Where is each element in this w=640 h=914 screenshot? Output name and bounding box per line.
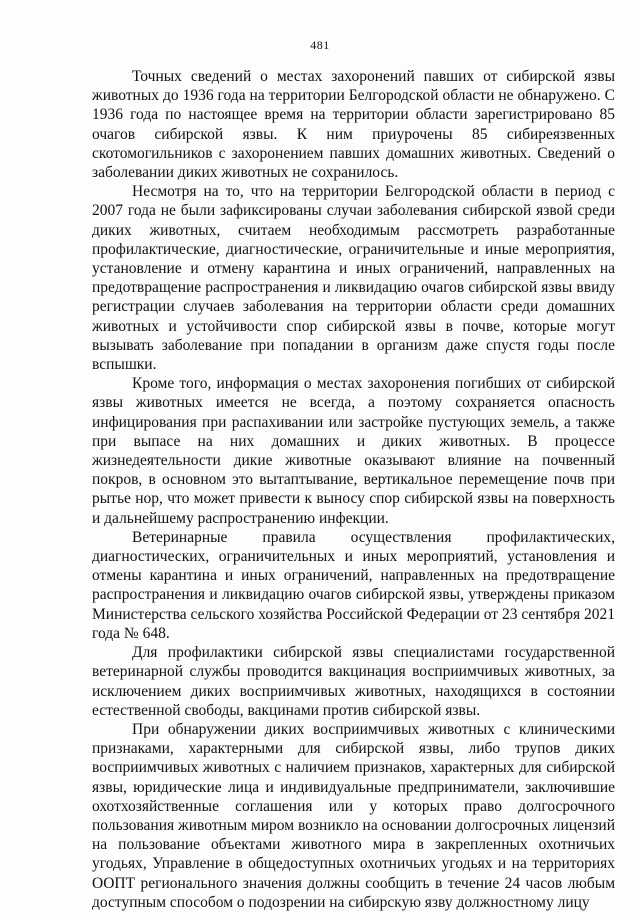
paragraph: Точных сведений о местах захоронений павших от сибирской язвы животных до 1936 года на территории Белгородской области не обнаружено. С 1936 года по настоящее время на территории области зарегистрировано 85 очагов сибирской язвы. К ним приурочены 85 сибиреязвенных скотомогильников с захоронением павших домашних животных. Сведений о заболевании диких животных не сохранилось.	[92, 68, 615, 182]
paragraph: Кроме того, информация о местах захоронения погибших от сибирской язвы животных имеется не всегда, а поэтому сохраняется опасность инфицирования при распахивании или застройке пустующих земель, а также при выпасе на них домашних и диких животных. В процессе жизнедеятельности дикие животные оказывают влияние на почвенный покров, в основном это вытаптывание, вертикальное перемещение почв при рытье нор, что может привести к выносу спор сибирской язвы на поверхность и дальнейшему распространению инфекции.	[92, 375, 615, 527]
paragraph: Для профилактики сибирской язвы специалистами государственной ветеринарной службы проводится вакцинация восприимчивых животных, за исключением диких восприимчивых животных, находящихся в состоянии естественной свободы, вакцинами против сибирской язвы.	[92, 644, 615, 719]
document-body	[92, 67, 615, 912]
paragraph: Несмотря на то, что на территории Белгородской области в период с 2007 года не были зафиксированы случаи заболевания сибирской язвой среди диких животных, считаем необходимым рассмотреть разработанные профилактические, диагностические, ограничительные и иные мероприятия, установление и отмену карантина и иных ограничений, направленных на предотвращение распространения и ликвидацию очагов сибирской язвы ввиду регистрации случаев заболевания на территории области среди домашних животных и устойчивости спор сибирской язвы в почве, которые могут вызывать заболевание при попадании в организм даже спустя годы после вспышки.	[92, 183, 615, 374]
paragraph: При обнаружении диких восприимчивых животных с клиническими признаками, характерными для сибирской язвы, либо трупов диких восприимчивых животных с наличием признаков, характерных для сибирской язвы, юридические лица и индивидуальные предприниматели, заключившие охотхозяйственные соглашения или у которых право долгосрочного пользования животным миром возникло на основании долгосрочных лицензий на пользование объектами животного мира в закрепленных охотничьих угодьях, Управление в общедоступных охотничьих угодьях и на территориях ООПТ регионального значения должны сообщить в течение 24 часов любым доступным способом о подозрении на сибирскую язву должностному лицу	[92, 720, 615, 911]
page-number: 481	[310, 38, 330, 52]
paragraph: Ветеринарные правила осуществления профилактических, диагностических, ограничительных и иных мероприятий, установления и отмены карантина и иных ограничений, направленных на предотвращение распространения и ликвидацию очагов сибирской язвы, утверждены приказом Министерства сельского хозяйства Российской Федерации от 23 сентября 2021 года № 648.	[92, 528, 615, 642]
